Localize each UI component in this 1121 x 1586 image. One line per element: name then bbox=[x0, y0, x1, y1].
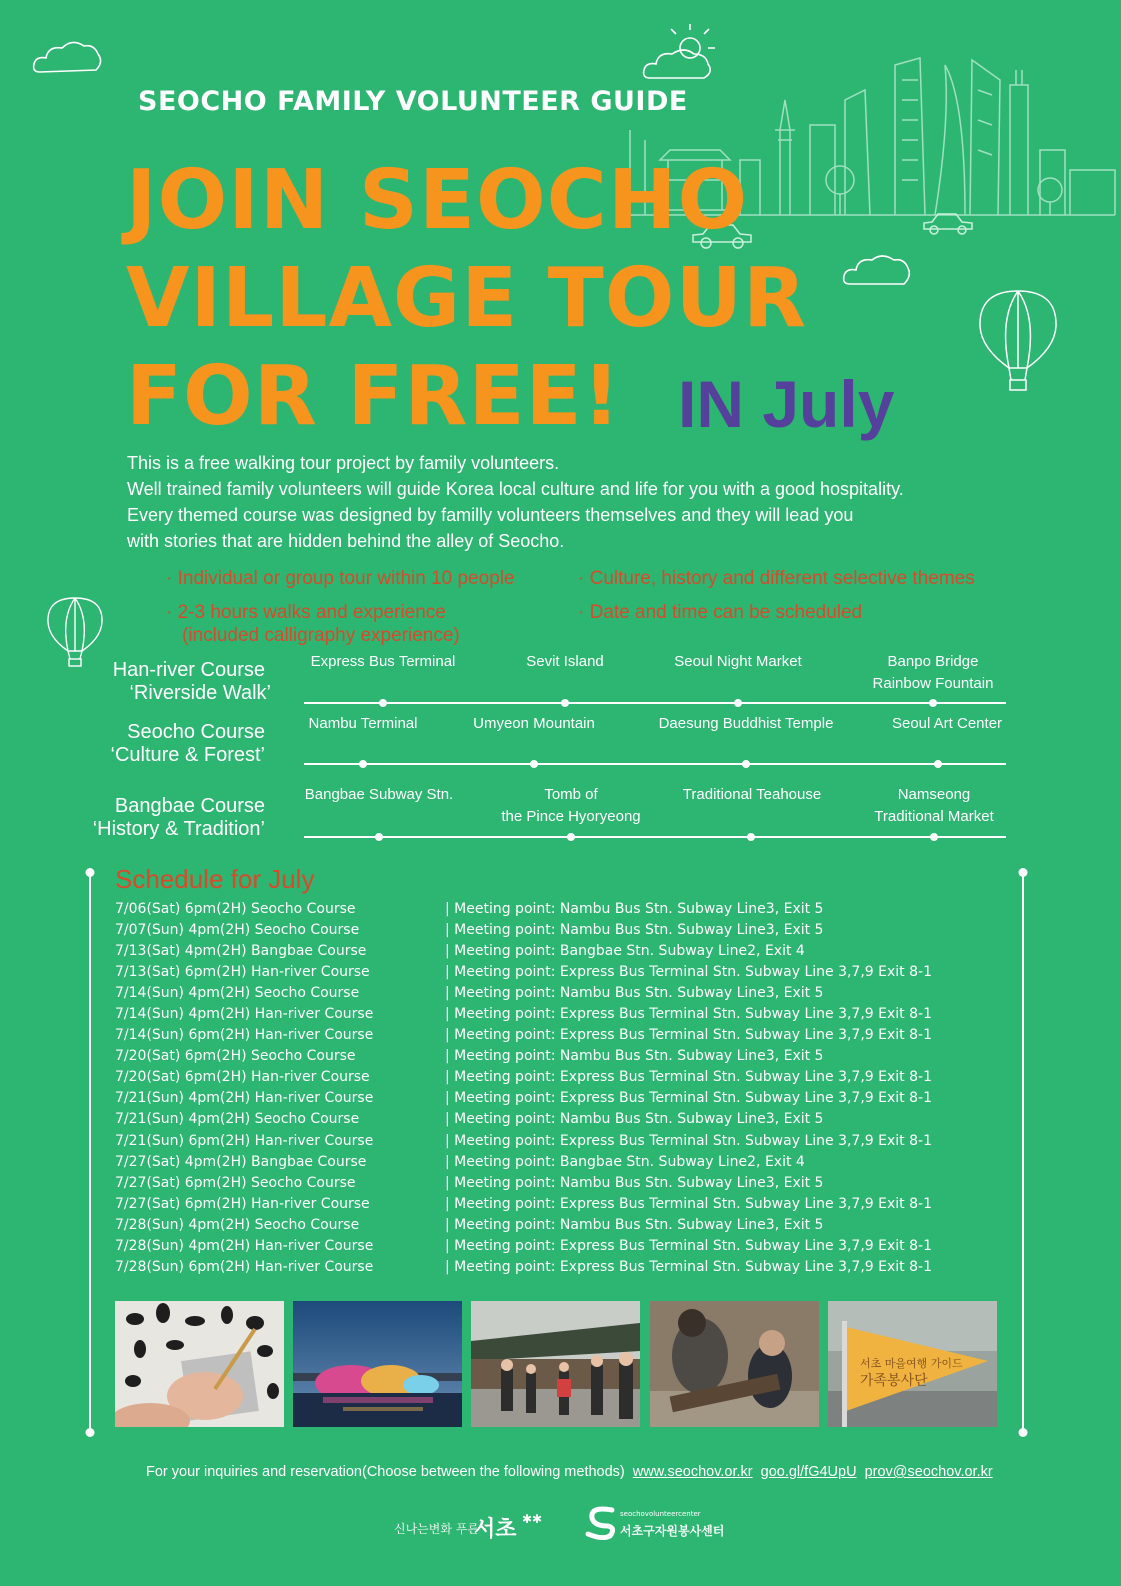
route-stop bbox=[473, 713, 595, 735]
sevit-island-photo bbox=[293, 1301, 462, 1427]
seocho-logo-big-text: 서초 bbox=[474, 1517, 517, 1542]
course-subtitle: ‘History & Tradition’ bbox=[92, 818, 265, 840]
course-name: Han-river Course bbox=[112, 659, 265, 681]
volunteer-center-logo bbox=[584, 1500, 724, 1546]
schedule-meeting-point: | Meeting point: Nambu Bus Stn. Subway Line3, Exit 5 bbox=[445, 900, 824, 917]
schedule-meeting-point: | Meeting point: Express Bus Terminal Stn. Subway Line 3,7,9 Exit 8-1 bbox=[445, 1132, 932, 1149]
schedule-meeting-point: | Meeting point: Bangbae Stn. Subway Line2, Exit 4 bbox=[445, 942, 805, 959]
route-stop bbox=[311, 651, 456, 673]
schedule-meeting-point: | Meeting point: Nambu Bus Stn. Subway Line3, Exit 5 bbox=[445, 1048, 824, 1065]
stop-label: Bangbae Subway Stn. bbox=[304, 786, 454, 803]
route-line bbox=[304, 836, 1006, 838]
stop-label: Traditional Teahouse bbox=[682, 786, 822, 803]
temple-tour-photo bbox=[471, 1301, 640, 1427]
volunteer-flag-photo bbox=[828, 1301, 997, 1427]
feature-schedule: · Date and time can be scheduled bbox=[578, 602, 863, 623]
stop-label: Daesung Buddhist Temple bbox=[658, 715, 834, 732]
star-icon: ✱✱ bbox=[522, 1512, 543, 1526]
cloud-icon bbox=[842, 252, 912, 290]
schedule-row bbox=[115, 898, 935, 919]
schedule-row bbox=[115, 1025, 935, 1046]
feature-duration: · 2-3 hours walks and experience bbox=[166, 602, 446, 623]
stop-label: Umyeon Mountain bbox=[473, 715, 595, 732]
schedule-date-course: 7/28(Sun) 4pm(2H) Han-river Course bbox=[115, 1238, 374, 1255]
feature-themes: · Culture, history and different selective themes bbox=[578, 568, 975, 589]
schedule-meeting-point: | Meeting point: Nambu Bus Stn. Subway Line3, Exit 5 bbox=[445, 1111, 824, 1128]
volunteer-center-mark-icon bbox=[584, 1504, 618, 1540]
intro-line: Well trained family volunteers will guide Korea local culture and life for you with a good hospitality. bbox=[127, 479, 904, 499]
schedule-date-course: 7/20(Sat) 6pm(2H) Seocho Course bbox=[115, 1048, 356, 1065]
car-icon bbox=[920, 210, 976, 236]
schedule-date-course: 7/13(Sat) 6pm(2H) Han-river Course bbox=[115, 963, 370, 980]
schedule-meeting-point: | Meeting point: Express Bus Terminal Stn. Subway Line 3,7,9 Exit 8-1 bbox=[445, 1069, 932, 1086]
route-stop bbox=[501, 784, 640, 828]
schedule-row bbox=[115, 1003, 935, 1024]
route-dot bbox=[561, 699, 569, 707]
stop-label: Sevit Island bbox=[526, 653, 604, 670]
seocho-logo bbox=[394, 1512, 544, 1548]
schedule-row bbox=[115, 1236, 935, 1257]
course-name: Seocho Course bbox=[127, 721, 265, 743]
schedule-meeting-point: | Meeting point: Nambu Bus Stn. Subway Line3, Exit 5 bbox=[445, 1216, 824, 1233]
schedule-meeting-point: | Meeting point: Nambu Bus Stn. Subway Line3, Exit 5 bbox=[445, 984, 824, 1001]
route-dot bbox=[930, 833, 938, 841]
center-ko-name: 서초구자원봉사센터 bbox=[620, 1524, 725, 1538]
headline-line-1: JOIN SEOCHO bbox=[126, 153, 749, 248]
route-stop bbox=[674, 651, 802, 673]
frame-line-right bbox=[1022, 873, 1024, 1433]
headline-line-3: FOR FREE! bbox=[126, 349, 621, 444]
schedule-meeting-point: | Meeting point: Express Bus Terminal Stn. Subway Line 3,7,9 Exit 8-1 bbox=[445, 1006, 932, 1023]
schedule-date-course: 7/28(Sun) 4pm(2H) Seocho Course bbox=[115, 1216, 360, 1233]
schedule-date-course: 7/28(Sun) 6pm(2H) Han-river Course bbox=[115, 1259, 374, 1276]
stop-label: Seoul Art Center bbox=[891, 715, 1003, 732]
course-name: Bangbae Course bbox=[114, 795, 265, 817]
headline-line-2: VILLAGE TOUR bbox=[126, 251, 808, 346]
sun-cloud-icon bbox=[642, 22, 722, 82]
route-dot bbox=[742, 760, 750, 768]
route-dot bbox=[567, 833, 575, 841]
schedule-row bbox=[115, 1130, 935, 1151]
route-dot bbox=[530, 760, 538, 768]
schedule-meeting-point: | Meeting point: Bangbae Stn. Subway Line2, Exit 4 bbox=[445, 1153, 805, 1170]
route-dot bbox=[375, 833, 383, 841]
stop-label: the Pince Hyoryeong bbox=[501, 808, 641, 825]
frame-dot bbox=[86, 1428, 95, 1437]
intro-line: Every themed course was designed by familly volunteers themselves and they will lead you bbox=[127, 505, 854, 525]
schedule-date-course: 7/27(Sat) 6pm(2H) Seocho Course bbox=[115, 1174, 356, 1191]
schedule-meeting-point: | Meeting point: Express Bus Terminal Stn. Subway Line 3,7,9 Exit 8-1 bbox=[445, 1238, 932, 1255]
intro-line: with stories that are hidden behind the alley of Seocho. bbox=[127, 531, 565, 551]
hot-air-balloon-icon bbox=[46, 596, 104, 668]
website-link[interactable]: www.seochov.or.kr bbox=[632, 1464, 753, 1480]
schedule-date-course: 7/21(Sun) 6pm(2H) Han-river Course bbox=[115, 1132, 374, 1149]
schedule-meeting-point: | Meeting point: Express Bus Terminal Stn. Subway Line 3,7,9 Exit 8-1 bbox=[445, 1259, 932, 1276]
route-stop bbox=[874, 784, 994, 828]
route-dot bbox=[359, 760, 367, 768]
seocho-logo-small-text: 신나는변화 푸른 bbox=[394, 1522, 479, 1536]
stop-label: Seoul Night Market bbox=[674, 653, 802, 670]
route-dot bbox=[734, 699, 742, 707]
route-stop bbox=[309, 713, 418, 735]
schedule-meeting-point: | Meeting point: Express Bus Terminal Stn. Subway Line 3,7,9 Exit 8-1 bbox=[445, 1027, 932, 1044]
intro-line: This is a free walking tour project by family volunteers. bbox=[127, 453, 560, 473]
schedule-date-course: 7/13(Sat) 4pm(2H) Bangbae Course bbox=[115, 942, 367, 959]
stop-label: Rainbow Fountain bbox=[872, 675, 994, 692]
schedule-date-course: 7/21(Sun) 4pm(2H) Seocho Course bbox=[115, 1111, 360, 1128]
schedule-row bbox=[115, 1067, 935, 1088]
schedule-row bbox=[115, 1109, 935, 1130]
route-line bbox=[304, 702, 1006, 704]
stop-label: Express Bus Terminal bbox=[310, 653, 456, 670]
schedule-meeting-point: | Meeting point: Express Bus Terminal Stn. Subway Line 3,7,9 Exit 8-1 bbox=[445, 963, 932, 980]
short-link[interactable]: goo.gl/fG4UpU bbox=[760, 1464, 857, 1480]
route-dot bbox=[929, 699, 937, 707]
route-dot bbox=[747, 833, 755, 841]
schedule-row bbox=[115, 1088, 935, 1109]
stop-label-top: Tomb of bbox=[544, 786, 598, 803]
route-stop bbox=[526, 651, 604, 673]
schedule-date-course: 7/21(Sun) 4pm(2H) Han-river Course bbox=[115, 1090, 374, 1107]
cloud-icon bbox=[32, 36, 104, 78]
schedule-date-course: 7/14(Sun) 4pm(2H) Seocho Course bbox=[115, 984, 360, 1001]
intro-paragraph bbox=[127, 450, 1007, 554]
stop-label-top: Namseong bbox=[897, 786, 971, 803]
schedule-row bbox=[115, 940, 935, 961]
schedule-title: Schedule for July bbox=[115, 864, 315, 894]
route-dot bbox=[934, 760, 942, 768]
route-stop bbox=[305, 784, 453, 806]
schedule-date-course: 7/06(Sat) 6pm(2H) Seocho Course bbox=[115, 900, 356, 917]
frame-dot bbox=[1019, 868, 1028, 877]
schedule-date-course: 7/07(Sun) 4pm(2H) Seocho Course bbox=[115, 921, 360, 938]
schedule-row bbox=[115, 1257, 935, 1278]
email-link[interactable]: prov@seochov.or.kr bbox=[864, 1464, 993, 1480]
center-en-name: seochovolunteercenter bbox=[620, 1510, 701, 1518]
course-subtitle: ‘Culture & Forest’ bbox=[110, 744, 265, 766]
course-subtitle: ‘Riverside Walk’ bbox=[129, 682, 271, 704]
month-tag: IN July bbox=[678, 367, 895, 441]
schedule-row bbox=[115, 1172, 935, 1193]
schedule-date-course: 7/27(Sat) 4pm(2H) Bangbae Course bbox=[115, 1153, 367, 1170]
feature-group-size: · Individual or group tour within 10 people bbox=[166, 568, 515, 589]
schedule-row bbox=[115, 982, 935, 1003]
flag-caption: 가족봉사단 bbox=[860, 1373, 928, 1389]
schedule-date-course: 7/27(Sat) 6pm(2H) Han-river Course bbox=[115, 1195, 370, 1212]
frame-dot bbox=[1019, 1428, 1028, 1437]
stop-label-top: Banpo Bridge bbox=[887, 653, 979, 670]
schedule-date-course: 7/14(Sun) 6pm(2H) Han-river Course bbox=[115, 1027, 374, 1044]
schedule-date-course: 7/20(Sat) 6pm(2H) Han-river Course bbox=[115, 1069, 370, 1086]
schedule-table bbox=[115, 898, 935, 1278]
stop-label: Nambu Terminal bbox=[308, 715, 418, 732]
route-stop bbox=[683, 784, 821, 806]
schedule-meeting-point: | Meeting point: Nambu Bus Stn. Subway Line3, Exit 5 bbox=[445, 1174, 824, 1191]
kicker-title: SEOCHO FAMILY VOLUNTEER GUIDE bbox=[138, 86, 688, 117]
hot-air-balloon-icon bbox=[977, 288, 1059, 394]
schedule-row bbox=[115, 1151, 935, 1172]
feature-duration-note: (included calligraphy experience) bbox=[182, 625, 460, 646]
frame-dot bbox=[86, 868, 95, 877]
schedule-row bbox=[115, 1046, 935, 1067]
schedule-row bbox=[115, 961, 935, 982]
frame-line-left bbox=[89, 873, 91, 1433]
flag-caption: 서초 마을여행 가이드 bbox=[860, 1357, 963, 1370]
schedule-row bbox=[115, 919, 935, 940]
stop-label: Traditional Market bbox=[874, 808, 994, 825]
route-dot bbox=[379, 699, 387, 707]
schedule-row bbox=[115, 1193, 935, 1214]
route-stop bbox=[873, 651, 994, 695]
calligraphy-photo bbox=[115, 1301, 284, 1427]
schedule-meeting-point: | Meeting point: Nambu Bus Stn. Subway Line3, Exit 5 bbox=[445, 921, 824, 938]
schedule-meeting-point: | Meeting point: Express Bus Terminal Stn. Subway Line 3,7,9 Exit 8-1 bbox=[445, 1090, 932, 1107]
gayageum-experience-photo bbox=[650, 1301, 819, 1427]
schedule-row bbox=[115, 1214, 935, 1235]
route-line bbox=[304, 763, 1006, 765]
route-stop bbox=[659, 713, 834, 735]
schedule-meeting-point: | Meeting point: Express Bus Terminal Stn. Subway Line 3,7,9 Exit 8-1 bbox=[445, 1195, 932, 1212]
route-stop bbox=[892, 713, 1002, 735]
footer-text: For your inquiries and reservation(Choose between the following methods) bbox=[146, 1464, 625, 1480]
footer-contact bbox=[146, 1464, 993, 1480]
schedule-date-course: 7/14(Sun) 4pm(2H) Han-river Course bbox=[115, 1006, 374, 1023]
